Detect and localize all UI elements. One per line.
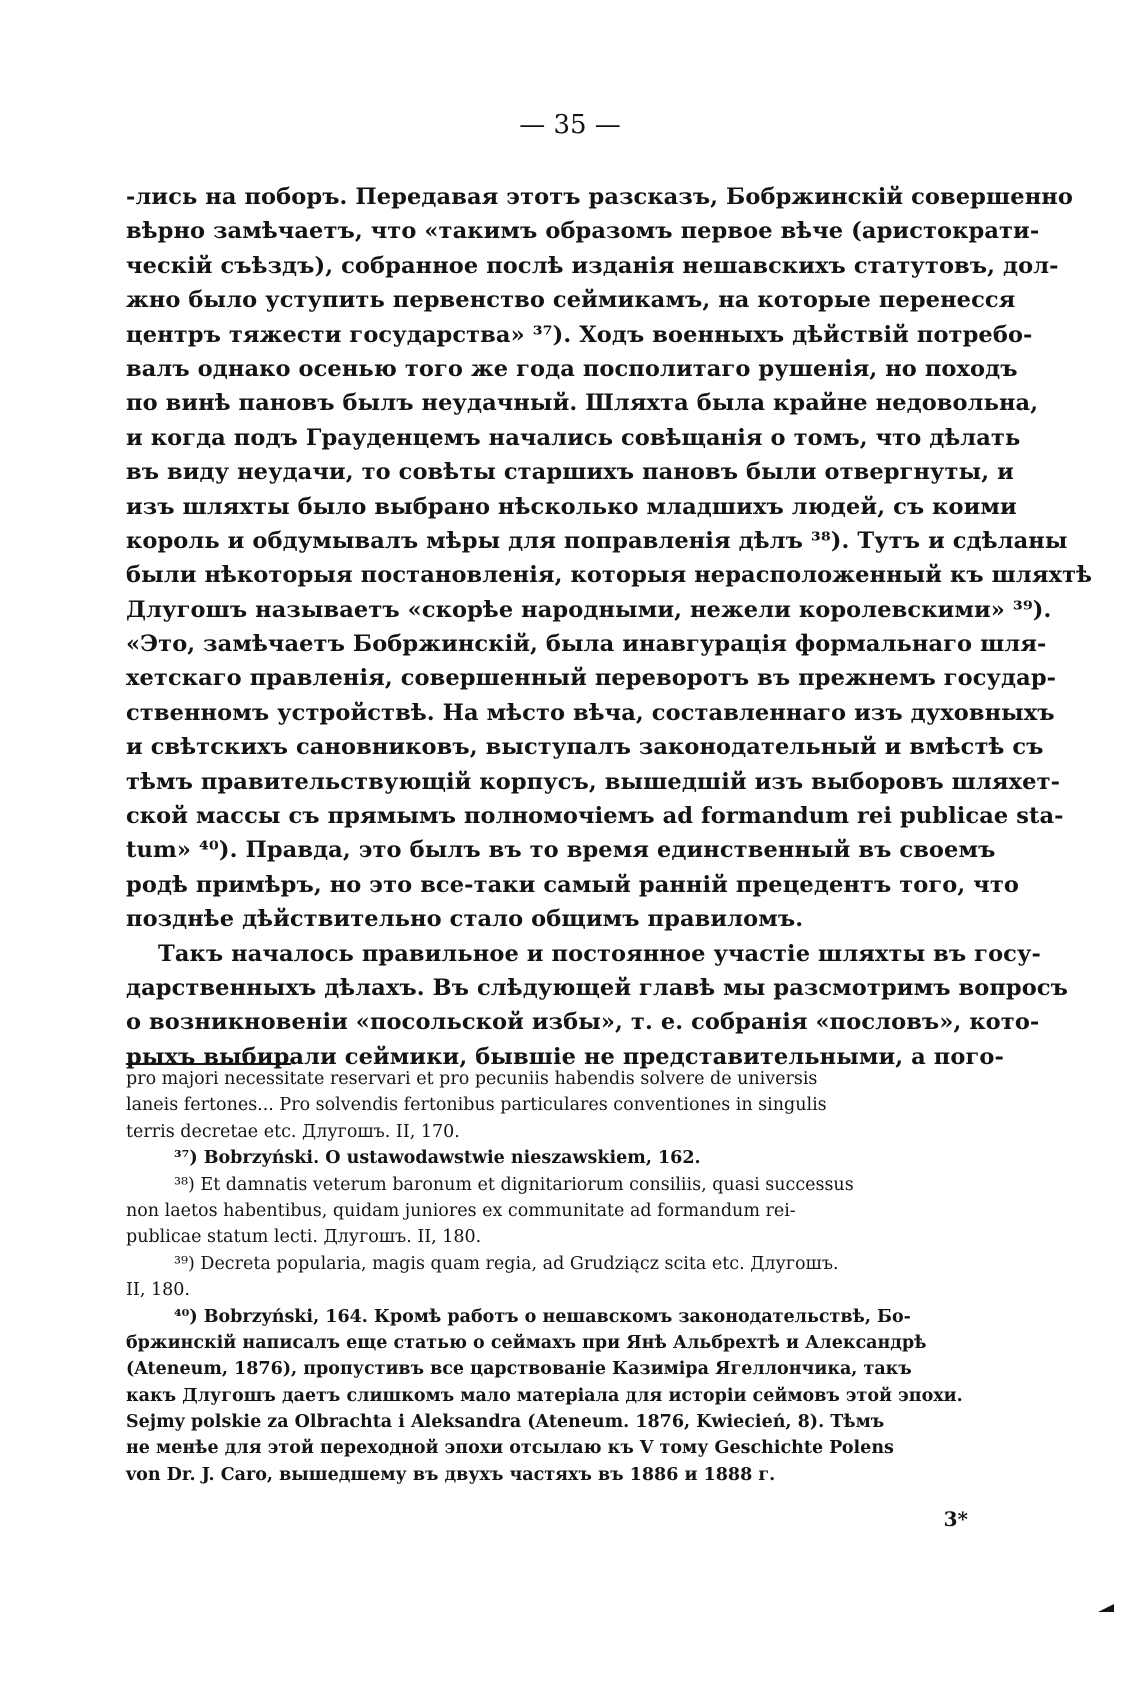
footnote-divider	[126, 1063, 291, 1065]
body-line: и когда подъ Грауденцемъ начались совѣщанія о томъ, что дѣлать	[126, 424, 1021, 451]
footnote-line: publicae statum lecti. Длугошъ. II, 180.	[126, 1227, 482, 1248]
body-line: ской массы съ прямымъ полномочіемъ ad formandum rei publicae sta-	[126, 803, 1064, 830]
footnote-line: бржинскій написалъ еще статью о сеймахъ при Янѣ Альбрехтѣ и Александрѣ	[126, 1332, 927, 1353]
footnote-line: Sejmy polskie za Olbrachta i Aleksandra (Ateneum. 1876, Kwiecień, 8). Тѣмъ	[126, 1412, 885, 1433]
body-line: жно было уступить первенство сеймикамъ, на которые перенесся	[126, 287, 1016, 314]
body-text	[126, 180, 1093, 1074]
footnotes	[126, 1066, 968, 1488]
body-line: tum» ⁴⁰). Правда, это былъ въ то время единственный въ своемъ	[126, 837, 996, 864]
body-line: вѣрно замѣчаетъ, что «такимъ образомъ первое вѣче (аристократи-	[126, 218, 1040, 245]
footnote-line: II, 180.	[126, 1280, 190, 1301]
body-line: «Это, замѣчаетъ Бобржинскій, была инавгурація формальнаго шля-	[126, 631, 1047, 658]
body-line: и свѣтскихъ сановниковъ, выступалъ законодательный и вмѣстѣ съ	[126, 734, 1044, 761]
body-line: въ виду неудачи, то совѣты старшихъ пановъ были отвергнуты, и	[126, 459, 1014, 486]
footnote-line: какъ Длугошъ даетъ слишкомъ мало матеріала для исторіи сеймовъ этой эпохи.	[126, 1385, 963, 1406]
body-line: тѣмъ правительствующій корпусъ, вышедшій изъ выборовъ шляхет-	[126, 768, 1061, 795]
signature-mark: 3*	[943, 1507, 968, 1531]
footnote-37: ³⁷) Bobrzyński. O ustawodawstwie nieszawskiem, 162.	[174, 1148, 701, 1169]
body-line: валъ однако осенью того же года посполитаго рушенія, но походъ	[126, 355, 1018, 382]
body-line: центръ тяжести государства» ³⁷). Ходъ военныхъ дѣйствій потребо-	[126, 321, 1033, 348]
body-line: изъ шляхты было выбрано нѣсколько младшихъ людей, съ коими	[126, 493, 1017, 520]
body-line: Длугошъ называетъ «скорѣе народными, нежели королевскими» ³⁹).	[126, 596, 1052, 623]
body-line: хетскаго правленія, совершенный переворотъ въ прежнемъ государ-	[126, 665, 1057, 692]
body-line: дарственныхъ дѣлахъ. Въ слѣдующей главѣ мы разсмотримъ вопросъ	[126, 974, 1069, 1001]
page-number: — 35 —	[519, 110, 621, 140]
footnote-line: von Dr. J. Caro, вышедшему въ двухъ частяхъ въ 1886 и 1888 г.	[126, 1464, 776, 1485]
footnote-line: не менѣе для этой переходной эпохи отсылаю къ V тому Geschichte Polens	[126, 1438, 894, 1459]
footnote-line: pro majori necessitate reservari et pro pecuniis habendis solvere de universis	[126, 1069, 818, 1089]
corner-mark-icon	[1098, 1604, 1114, 1612]
footnote-38: ³⁸) Et damnatis veterum baronum et dignitariorum consiliis, quasi successus	[174, 1174, 854, 1195]
footnote-40: ⁴⁰) Bobrzyński, 164. Кромѣ работъ о нешавскомъ законодательствѣ, Бо-	[174, 1306, 911, 1327]
footnote-line: laneis fertones... Pro solvendis fertonibus particulares conventiones in singulis	[126, 1095, 827, 1116]
body-line: о возникновеніи «посольской избы», т. е. собранія «пословъ», кото-	[126, 1009, 1040, 1036]
footnote-line: terris decretae etc. Длугошъ. II, 170.	[126, 1121, 460, 1142]
paragraph-start-line: Такъ началось правильное и постоянное участіе шляхты въ госу-	[158, 940, 1041, 967]
body-line: ственномъ устройствѣ. На мѣсто вѣча, составленнаго изъ духовныхъ	[126, 699, 1055, 726]
body-line: были нѣкоторыя постановленія, которыя нерасположенный къ шляхтѣ	[126, 562, 1093, 589]
body-line: рыхъ выбирали сеймики, бывшіе не представительными, а пого-	[126, 1043, 1004, 1070]
body-line: король и обдумывалъ мѣры для поправленія дѣлъ ³⁸). Тутъ и сдѣланы	[126, 527, 1068, 554]
body-line: ческій съѣздъ), собранное послѣ изданія нешавскихъ статутовъ, дол-	[126, 252, 1059, 279]
body-line: позднѣе дѣйствительно стало общимъ правиломъ.	[126, 906, 804, 933]
body-line: по винѣ пановъ былъ неудачный. Шляхта была крайне недовольна,	[126, 390, 1039, 417]
footnote-line: non laetos habentibus, quidam juniores ex communitate ad formandum rei-	[126, 1200, 796, 1221]
body-line: -лись на поборъ. Передавая этотъ разсказъ, Бобржинскій совершенно	[126, 184, 1073, 210]
footnote-line: (Ateneum, 1876), пропустивъ все царствованіе Казиміра Ягеллончика, такъ	[126, 1359, 912, 1380]
footnote-39: ³⁹) Decreta popularia, magis quam regia, ad Grudziącz scita etc. Длугошъ.	[174, 1253, 839, 1274]
body-line: родѣ примѣръ, но это все-таки самый ранній прецедентъ того, что	[126, 871, 1019, 898]
